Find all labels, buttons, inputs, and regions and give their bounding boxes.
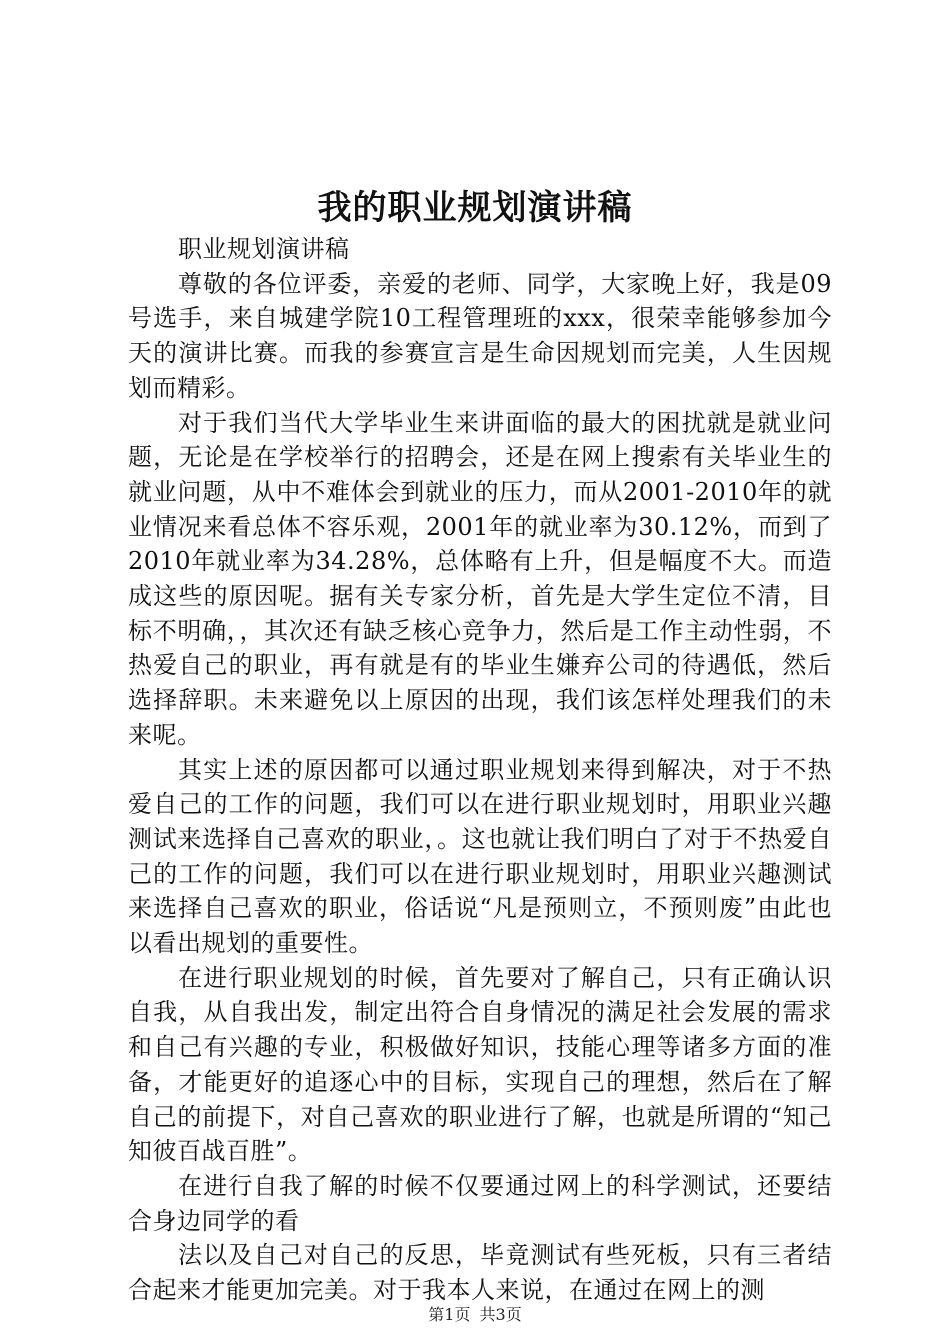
paragraph-career-planning-solution: 其实上述的原因都可以通过职业规划来得到解决，对于不热爱自己的工作的问题，我们可以在进行职业规划时，用职业兴趣测试来选择自己喜欢的职业，。这也就让我们明白了对于不热爱自己的工作的问题，我们可以在进行职业规划时，用职业兴趣测试来选择自己喜欢的职业，俗话说“凡是预则立，不预则废”由此也以看出规划的重要性。: [128, 755, 832, 958]
document-body: [128, 232, 832, 1308]
page-total: 共3页: [479, 1305, 522, 1324]
paragraph-reflection: 法以及自己对自己的反思，毕竟测试有些死板，只有三者结合起来才能更加完美。对于我本人来说，在通过在网上的测: [128, 1241, 832, 1305]
page-number: 第1页: [428, 1305, 471, 1324]
paragraph-employment-problem: 对于我们当代大学毕业生来讲面临的最大的困扰就是就业问题，无论是在学校举行的招聘会，还是在网上搜索有关毕业生的就业问题，从中不难体会到就业的压力，而从2001-2010年的就业情况来看总体不容乐观，2001年的就业率为30.12%，而到了2010年就业率为34.28%，总体略有上升，但是幅度不大。而造成这些的原因呢。据有关专家分析，首先是大学生定位不清，目标不明确，，其次还有缺乏核心竞争力，然后是工作主动性弱，不热爱自己的职业，再有就是有的毕业生嫌弃公司的待遇低，然后选择辞职。未来避免以上原因的出现，我们该怎样处理我们的未来呢。: [128, 408, 832, 749]
paragraph-subtitle: 职业规划演讲稿: [178, 235, 350, 263]
paragraph-greeting: 尊敬的各位评委，亲爱的老师、同学，大家晚上好，我是09号选手，来自城建学院10工程管理班的xxx，很荣幸能够参加今天的演讲比赛。而我的参赛宣言是生命因规划而完美，人生因规划而精彩。: [128, 269, 832, 402]
paragraph-self-understanding: 在进行职业规划的时候，首先要对了解自己，只有正确认识自我，从自我出发，制定出符合自身情况的满足社会发展的需求和自己有兴趣的专业，积极做好知识，技能心理等诸多方面的准备，才能更好的追逐心中的目标，实现自己的理想，然后在了解自己的前提下，对自己喜欢的职业进行了解，也就是所谓的“知己知彼百战百胜”。: [128, 963, 832, 1166]
paragraph-self-assessment: 在进行自我了解的时候不仅要通过网上的科学测试，还要结合身边同学的看: [128, 1171, 832, 1235]
page-footer: [0, 1304, 950, 1326]
document-title: 我的职业规划演讲稿: [317, 188, 633, 228]
